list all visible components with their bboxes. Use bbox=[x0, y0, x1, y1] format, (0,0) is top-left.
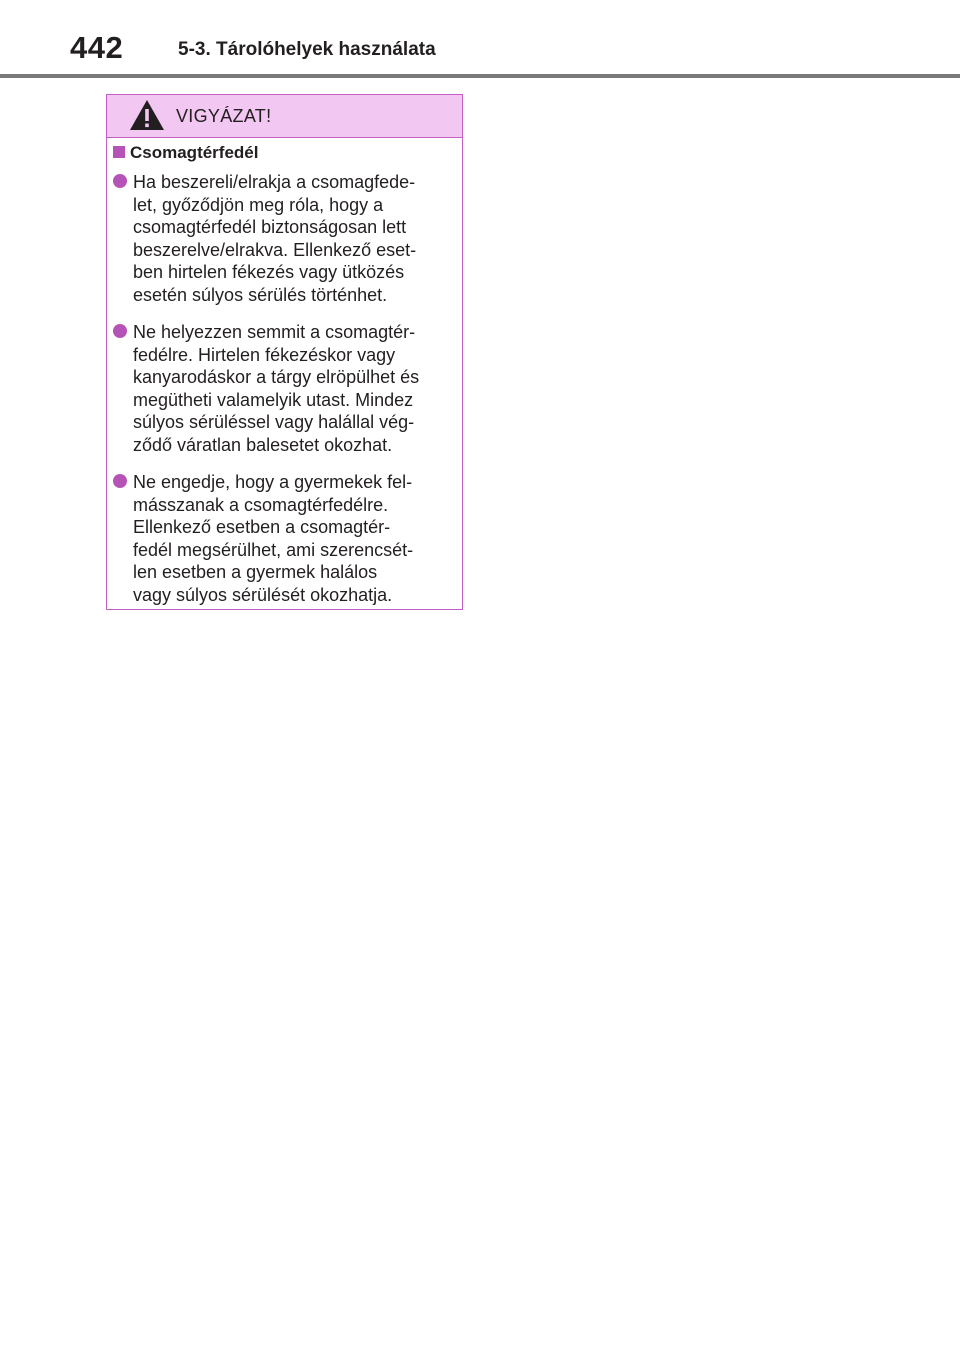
warning-header bbox=[107, 95, 462, 138]
item-line: csomagtérfedél biztonságosan lett bbox=[133, 217, 407, 237]
square-bullet-icon bbox=[113, 146, 125, 158]
warning-triangle-icon bbox=[129, 99, 165, 131]
item-line: vagy súlyos sérülését okozhatja. bbox=[133, 584, 393, 605]
warning-title: VIGYÁZAT! bbox=[176, 106, 272, 126]
item-line: esetén súlyos sérülés történhet. bbox=[133, 284, 388, 305]
warning-subheading bbox=[113, 143, 258, 163]
item-line: Ne helyezzen semmit a csomagtér- bbox=[133, 322, 416, 342]
section-title: 5-3. Tárolóhelyek használata bbox=[178, 39, 436, 60]
item-line: másszanak a csomagtérfedélre. bbox=[133, 494, 389, 515]
warning-list-item bbox=[113, 471, 455, 606]
item-line: Ha beszereli/elrakja a csomagfede- bbox=[133, 172, 416, 192]
item-line: fedélre. Hirtelen fékezéskor vagy bbox=[133, 344, 396, 365]
item-line: kanyarodáskor a tárgy elröpülhet és bbox=[133, 367, 420, 387]
item-line: beszerelve/elrakva. Ellenkező eset- bbox=[133, 239, 417, 260]
subheading-text: Csomagtérfedél bbox=[130, 143, 259, 162]
warning-list-item bbox=[113, 171, 455, 306]
item-line: ződő váratlan balesetet okozhat. bbox=[133, 434, 393, 455]
bullet-dot-icon bbox=[113, 474, 127, 488]
bullet-dot-icon bbox=[113, 174, 127, 188]
item-line: len esetben a gyermek halálos bbox=[133, 562, 378, 582]
item-line: Ellenkező esetben a csomagtér- bbox=[133, 517, 391, 537]
item-line: ben hirtelen fékezés vagy ütközés bbox=[133, 262, 405, 282]
page-number: 442 bbox=[70, 30, 124, 65]
warning-list-item bbox=[113, 321, 455, 456]
item-line: let, győződjön meg róla, hogy a bbox=[133, 194, 384, 215]
item-line: Ne engedje, hogy a gyermekek fel- bbox=[133, 472, 413, 492]
item-line: megütheti valamelyik utast. Mindez bbox=[133, 389, 414, 410]
item-line: súlyos sérüléssel vagy halállal vég- bbox=[133, 412, 415, 432]
bullet-dot-icon bbox=[113, 324, 127, 338]
warning-box bbox=[106, 94, 463, 610]
item-line: fedél megsérülhet, ami szerencsét- bbox=[133, 539, 414, 560]
header-divider bbox=[0, 74, 960, 78]
page-header bbox=[0, 0, 960, 78]
